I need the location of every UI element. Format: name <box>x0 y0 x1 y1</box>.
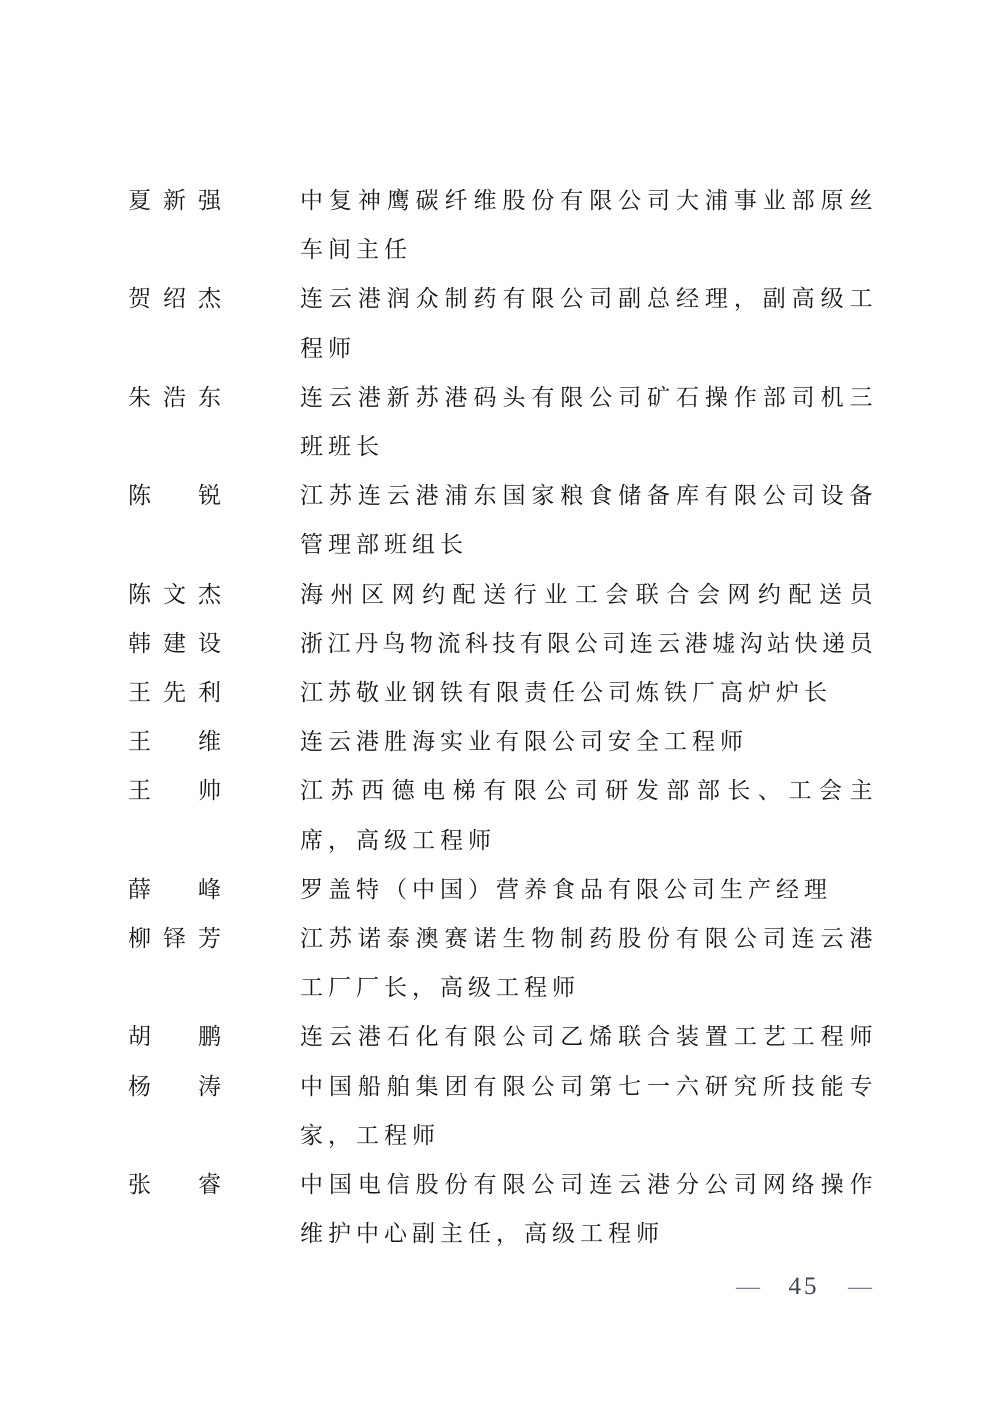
entry-row <box>128 914 876 1012</box>
page-number-dash-right: — <box>848 1274 872 1300</box>
person-title <box>300 717 876 766</box>
title-line: 家，工程师 <box>300 1122 440 1148</box>
entry-row <box>128 668 876 717</box>
person-title <box>300 176 876 274</box>
title-line: 中国船舶集团有限公司第七一六研究所技能专 <box>300 1073 876 1099</box>
person-name: 柳铎芳 <box>128 926 233 952</box>
title-line: 程师 <box>300 335 356 361</box>
title-line: 罗盖特（中国）营养食品有限公司生产经理 <box>300 876 832 902</box>
person-name: 胡 鹏 <box>128 1024 233 1050</box>
title-line: 管理部班组长 <box>300 532 468 558</box>
person-name: 王 帅 <box>128 778 233 804</box>
title-line: 连云港石化有限公司乙烯联合装置工艺工程师 <box>300 1024 876 1050</box>
title-line: 连云港新苏港码头有限公司矿石操作部司机三 <box>300 384 876 410</box>
title-line: 中复神鹰碳纤维股份有限公司大浦事业部原丝 <box>300 188 876 213</box>
person-name: 杨 涛 <box>128 1073 233 1099</box>
entry-row <box>128 1062 876 1160</box>
title-line: 江苏敬业钢铁有限责任公司炼铁厂高炉炉长 <box>300 680 832 706</box>
entry-row <box>128 766 876 864</box>
entry-row <box>128 1012 876 1061</box>
person-title <box>300 914 876 1012</box>
page-footer <box>736 1272 872 1302</box>
entry-row <box>128 619 876 668</box>
person-title <box>300 1160 876 1258</box>
title-line: 海州区网约配送行业工会联合会网约配送员 <box>300 581 876 607</box>
entry-row <box>128 176 876 274</box>
person-name: 贺绍杰 <box>128 286 233 312</box>
title-line: 连云港胜海实业有限公司安全工程师 <box>300 729 748 755</box>
person-name: 陈文杰 <box>128 581 233 607</box>
title-line: 席，高级工程师 <box>300 827 496 853</box>
title-line: 浙江丹鸟物流科技有限公司连云港墟沟站快递员 <box>300 630 876 656</box>
person-name: 朱浩东 <box>128 384 233 410</box>
person-name: 韩建设 <box>128 630 233 656</box>
person-name: 张 睿 <box>128 1172 233 1198</box>
person-title <box>300 471 876 569</box>
person-title <box>300 619 876 668</box>
person-title <box>300 766 876 864</box>
entries <box>128 176 876 1258</box>
title-line: 工厂厂长，高级工程师 <box>300 975 580 1001</box>
entry-row <box>128 865 876 914</box>
person-title <box>300 570 876 619</box>
entry-row <box>128 717 876 766</box>
person-name: 夏新强 <box>128 188 233 213</box>
person-name: 陈 锐 <box>128 483 233 509</box>
title-line: 江苏连云港浦东国家粮食储备库有限公司设备 <box>300 483 876 509</box>
title-line: 江苏诺泰澳赛诺生物制药股份有限公司连云港 <box>300 926 876 952</box>
title-line: 车间主任 <box>300 237 412 263</box>
entry-row <box>128 373 876 471</box>
entry-row <box>128 274 876 372</box>
person-title <box>300 274 876 372</box>
title-line: 班班长 <box>300 434 384 460</box>
page-number-dash-left: — <box>736 1274 760 1300</box>
title-line: 连云港润众制药有限公司副总经理，副高级工 <box>300 286 876 312</box>
person-name: 王 维 <box>128 729 233 755</box>
person-title <box>300 865 876 914</box>
page-number: 45 <box>788 1273 820 1300</box>
title-line: 维护中心副主任，高级工程师 <box>300 1221 664 1247</box>
title-line: 江苏西德电梯有限公司研发部部长、工会主 <box>300 778 876 804</box>
title-line: 中国电信股份有限公司连云港分公司网络操作 <box>300 1172 876 1198</box>
person-title <box>300 1012 876 1061</box>
entry-row <box>128 471 876 569</box>
person-name: 王先利 <box>128 680 233 706</box>
entry-row <box>128 1160 876 1258</box>
person-title <box>300 373 876 471</box>
person-title <box>300 668 876 717</box>
person-title <box>300 1062 876 1160</box>
person-name: 薛 峰 <box>128 876 233 902</box>
entry-row <box>128 570 876 619</box>
